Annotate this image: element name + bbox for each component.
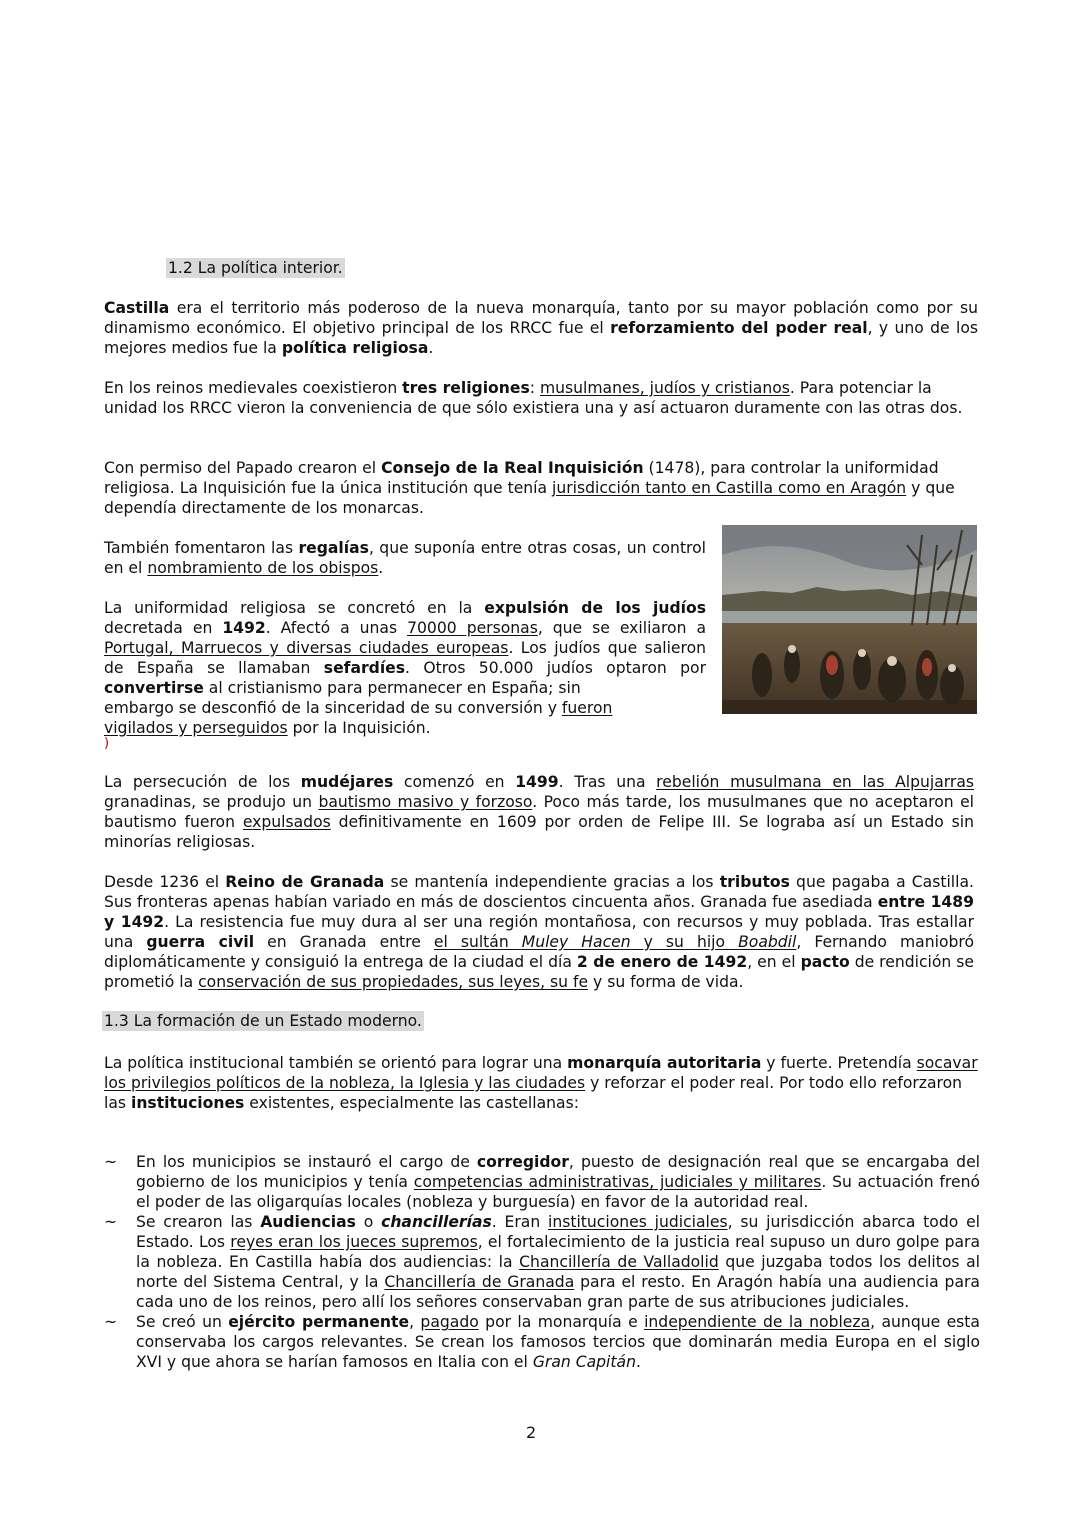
page-number: 2 [526, 1423, 537, 1442]
paragraph-monarquia-autoritaria: La política institucional también se orientó para lograr una monarquía autoritaria y fuerte. Pretendía socavar los privilegios políticos de la nobleza, la Iglesia y las ciudades y reforzar el poder real. Por todo ello reforzaron las instituciones existentes, especialmente las castellanas: [104, 1054, 978, 1112]
paragraph-inquisicion: Con permiso del Papado crearon el Consejo de la Real Inquisición (1478), para controlar la uniformidad religiosa. La Inquisición fue la única institución que tenía jurisdicción tanto en Castilla como en Aragón y que dependía directamente de los monarcas. [104, 459, 955, 517]
section-heading-1-2 [166, 258, 345, 278]
paragraph-mudejares: La persecución de los mudéjares comenzó en 1499. Tras una rebelión musulmana en las Alpujarras granadinas, se produjo un bautismo masivo y forzoso. Poco más tarde, los musulmanes que no aceptaron el bautismo fueron expulsados definitivamente en 1609 por orden de Felipe III. Se lograba así un Estado sin minorías religiosas. [104, 773, 974, 851]
list-item-audiencias: ~ Se crearon las Audiencias o chancillerías. Eran instituciones judiciales, su jurisdicción abarca todo el Estado. Los reyes eran los jueces supremos, el fortalecimiento de la justicia real supuso un duro golpe para la nobleza. En Castilla había dos audiencias: la Chancillería de Valladolid que juzgaba todos los delitos al norte del Sistema Central, y la Chancillería de Granada para el resto. En Aragón había una audiencia para cada uno de los reinos, pero allí los señores conservaban gran parte de sus atribuciones judiciales. [104, 1213, 981, 1311]
tilde-bullet-icon: ~ [104, 1213, 118, 1231]
tilde-bullet-icon: ~ [104, 1313, 118, 1331]
heading-text: 1.2 La política interior. [168, 259, 343, 277]
paragraph-regalias: También fomentaron las regalías, que suponía entre otras cosas, un control en el nombramiento de los obispos. [104, 539, 706, 577]
painting-jewish-exodus-image [722, 525, 977, 714]
section-heading-1-3 [102, 1011, 424, 1031]
list-item-ejercito: ~ Se creó un ejército permanente, pagado por la monarquía e independiente de la nobleza, aunque esta conservaba los cargos relevantes. Se crean los famosos tercios que dominarán media Europa en el siglo XVI y que ahora se harían famosos en Italia con el Gran Capitán. [104, 1313, 980, 1371]
heading-text: 1.3 La formación de un Estado moderno. [104, 1012, 422, 1030]
paragraph-castilla: Castilla era el territorio más poderoso de la nueva monarquía, tanto por su mayor población como por su dinamismo económico. El objetivo principal de los RRCC fue el reforzamiento del poder real, y uno de los mejores medios fue la política religiosa. [104, 299, 978, 357]
paragraph-granada: Desde 1236 el Reino de Granada se mantenía independiente gracias a los tributos que pagaba a Castilla. Sus fronteras apenas habían variado en más de doscientos cincuenta años. Granada fue asediada entre 1489 y 1492. La resistencia fue muy dura al ser una región montañosa, con recursos y muy poblada. Tras estallar una guerra civil en Granada entre el sultán Muley Hacen y su hijo Boabdil, Fernando maniobró diplomáticamente y consiguió la entrega de la ciudad el día 2 de enero de 1492, en el pacto de rendición se prometió la conservación de sus propiedades, sus leyes, su fe y su forma de vida. [104, 873, 975, 991]
red-correction-mark: ) [104, 736, 110, 751]
paragraph-expulsion-judios-end: embargo se desconfió de la sinceridad de su conversión y fueron vigilados y perseguidos por la Inquisición. [104, 699, 613, 737]
institutions-list [104, 1152, 980, 1372]
paragraph-expulsion-judios: La uniformidad religiosa se concretó en la expulsión de los judíos decretada en 1492. Afectó a unas 70000 personas, que se exiliaron a Portugal, Marruecos y diversas ciudades europeas. Los judíos que salieron de España se llamaban sefardíes. Otros 50.000 judíos optaron por convertirse al cristianismo para permanecer en España; sin [104, 599, 706, 697]
tilde-bullet-icon: ~ [104, 1153, 118, 1171]
list-item-corregidor: ~ En los municipios se instauró el cargo de corregidor, puesto de designación real que se encargaba del gobierno de los municipios y tenía competencias administrativas, judiciales y militares. Su actuación frenó el poder de las oligarquías locales (nobleza y burguesía) en favor de la autoridad real. [104, 1153, 981, 1211]
paragraph-tres-religiones: En los reinos medievales coexistieron tres religiones: musulmanes, judíos y cristianos. Para potenciar la unidad los RRCC vieron la conveniencia de que sólo existiera una y así actuaron duramente con las otras dos. [104, 379, 963, 417]
